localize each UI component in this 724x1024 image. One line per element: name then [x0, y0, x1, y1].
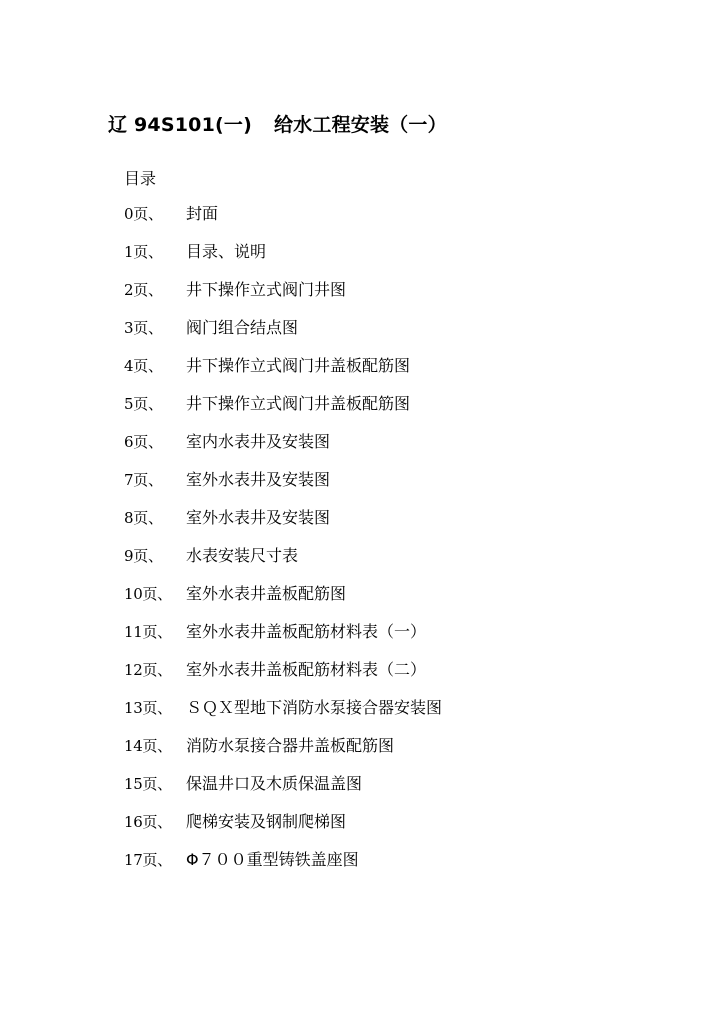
toc-entry-title: 保温井口及木质保温盖图	[186, 774, 363, 793]
toc-item-14	[124, 736, 442, 774]
toc-entry-title: 室内水表井及安装图	[186, 432, 331, 451]
toc-entry-title: 目录、说明	[186, 242, 267, 261]
toc-entry-title: 消防水泵接合器井盖板配筋图	[186, 736, 395, 755]
toc-heading: 目录	[124, 169, 157, 188]
toc-item-5	[124, 394, 442, 432]
toc-page-number: 6页、	[124, 433, 163, 451]
toc-page-number: 3页、	[124, 319, 163, 337]
toc-entry-title: 水表安装尺寸表	[186, 546, 299, 565]
toc-page-number: 8页、	[124, 509, 163, 527]
toc-item-17	[124, 850, 442, 888]
toc-entry-title: 室外水表井及安装图	[186, 470, 331, 489]
toc-item-9	[124, 546, 442, 584]
toc-page-number: 13页、	[124, 699, 172, 717]
toc-item-4	[124, 356, 442, 394]
toc-item-12	[124, 660, 442, 698]
toc-entry-title: 阀门组合结点图	[186, 318, 299, 337]
toc-entry-title: 爬梯安装及钢制爬梯图	[186, 812, 347, 831]
toc-entry-title: 井下操作立式阀门井盖板配筋图	[186, 356, 411, 375]
toc-page-number: 9页、	[124, 547, 163, 565]
toc-item-10	[124, 584, 442, 622]
toc-entry-title: 井下操作立式阀门井图	[186, 280, 347, 299]
toc-item-3	[124, 318, 442, 356]
title-code: 辽 94S101(一)	[108, 114, 252, 136]
toc-page-number: 7页、	[124, 471, 163, 489]
toc-page-number: 4页、	[124, 357, 163, 375]
toc-item-1	[124, 242, 442, 280]
toc-item-11	[124, 622, 442, 660]
toc-entry-title: 室外水表井盖板配筋材料表（二）	[186, 660, 427, 679]
toc-page-number: 16页、	[124, 813, 172, 831]
toc-page-number: 12页、	[124, 661, 172, 679]
toc-page-number: 11页、	[124, 623, 172, 641]
toc-page-number: 0页、	[124, 205, 163, 223]
toc-item-7	[124, 470, 442, 508]
toc-page-number: 17页、	[124, 851, 172, 869]
toc-entry-title: 封面	[186, 204, 219, 223]
toc-page-number: 2页、	[124, 281, 163, 299]
toc-item-0	[124, 204, 442, 242]
toc-item-16	[124, 812, 442, 850]
toc-entry-title: 井下操作立式阀门井盖板配筋图	[186, 394, 411, 413]
toc-item-15	[124, 774, 442, 812]
toc-entry-title: 室外水表井及安装图	[186, 508, 331, 527]
toc-page-number: 14页、	[124, 737, 172, 755]
toc-item-2	[124, 280, 442, 318]
title-name: 给水工程安装（一）	[273, 114, 447, 136]
document-title	[108, 110, 447, 137]
toc-page-number: 15页、	[124, 775, 172, 793]
table-of-contents	[124, 204, 442, 888]
toc-item-8	[124, 508, 442, 546]
toc-page-number: 10页、	[124, 585, 172, 603]
toc-page-number: 5页、	[124, 395, 163, 413]
toc-entry-title: 室外水表井盖板配筋图	[186, 584, 347, 603]
toc-item-13	[124, 698, 442, 736]
toc-page-number: 1页、	[124, 243, 163, 261]
toc-entry-title: ＳＱＸ型地下消防水泵接合器安装图	[186, 698, 443, 717]
toc-item-6	[124, 432, 442, 470]
toc-entry-title: Φ７００重型铸铁盖座图	[186, 850, 359, 869]
toc-entry-title: 室外水表井盖板配筋材料表（一）	[186, 622, 427, 641]
